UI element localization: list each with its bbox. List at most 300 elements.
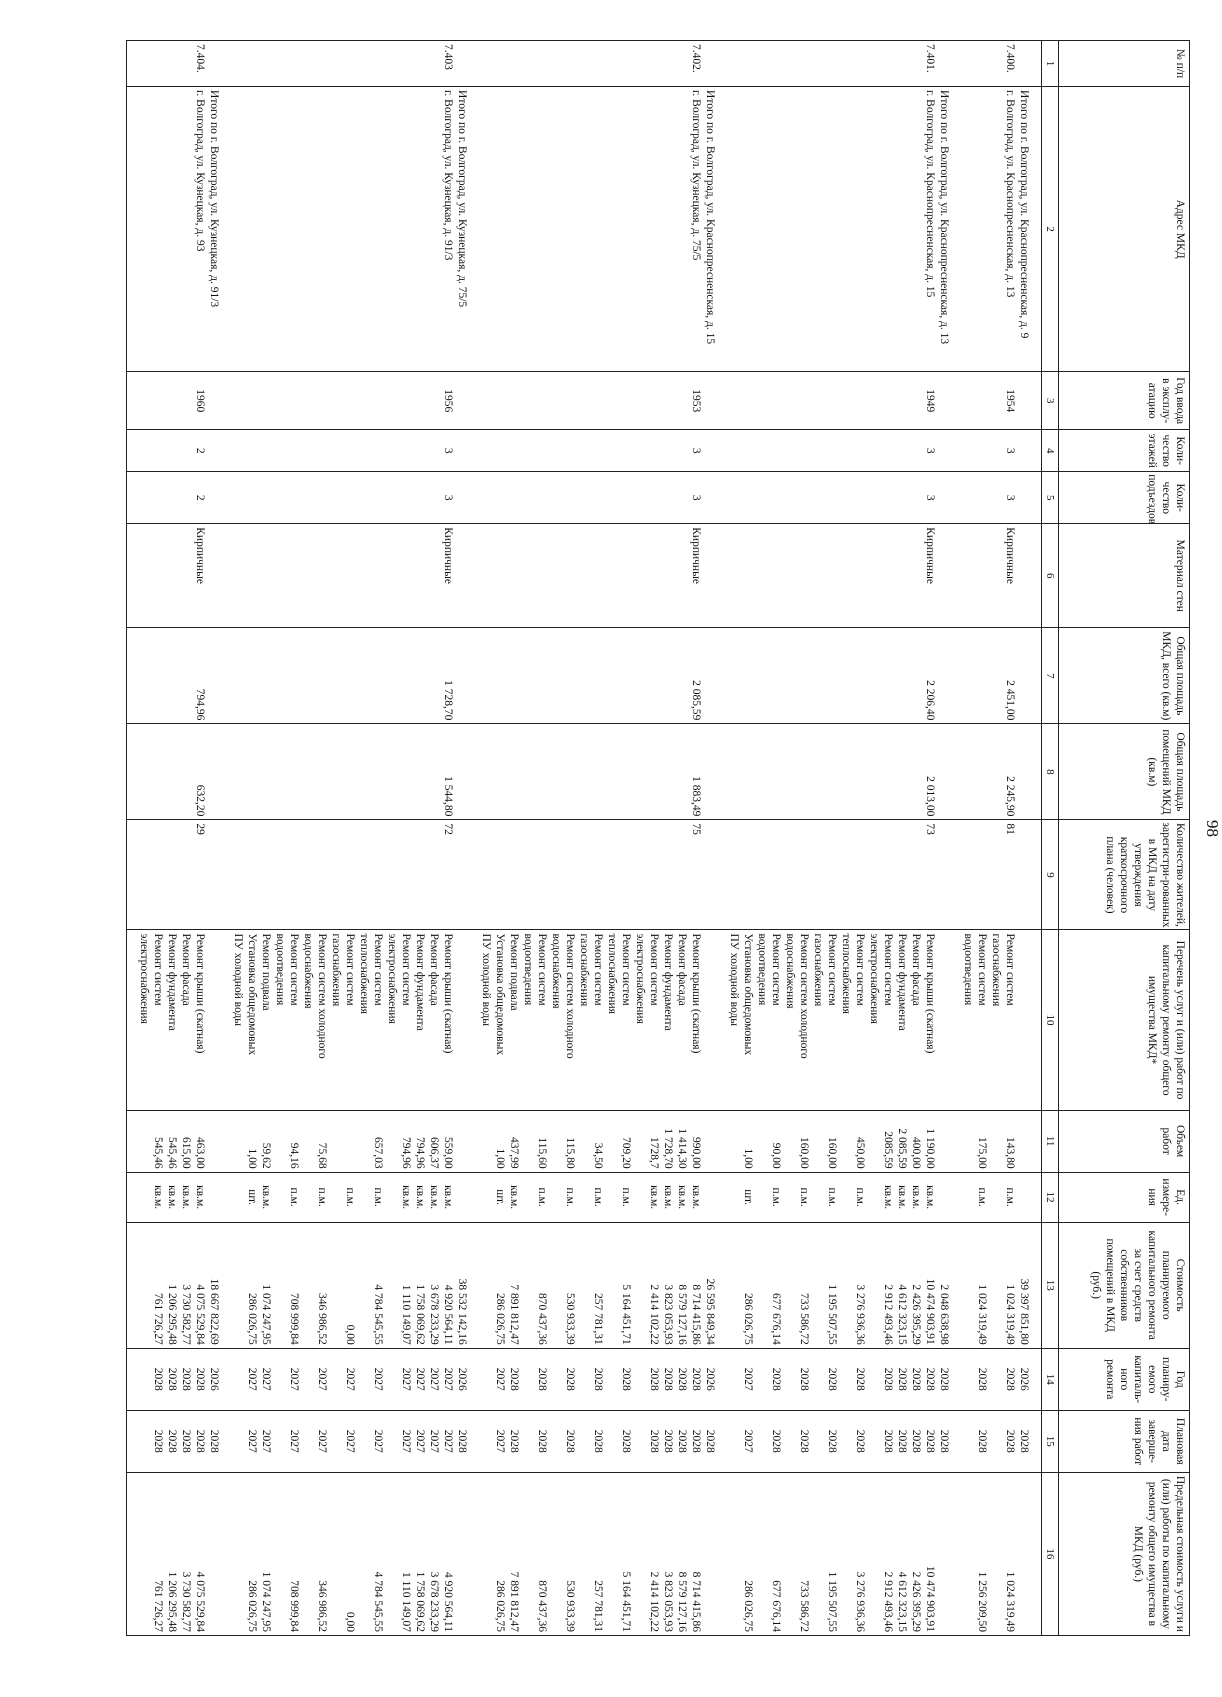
work-year: 2028 [689, 1348, 703, 1410]
work-limit: 3 823 053,93 [661, 1472, 675, 1635]
year-built: 1953 [689, 372, 703, 430]
empty-cell [221, 930, 231, 1110]
work-description [479, 930, 507, 1110]
empty-cell [961, 372, 989, 430]
empty-cell [661, 724, 675, 820]
work-description [577, 930, 605, 1110]
empty-cell [717, 524, 727, 628]
work-date: 2027 [479, 1410, 507, 1472]
empty-cell [469, 724, 479, 820]
work-date: 2027 [329, 1410, 357, 1472]
work-line: Ремонт фасада [676, 933, 688, 1006]
empty-cell [951, 1172, 961, 1222]
empty-cell [427, 472, 441, 524]
work-volume: 794,96 [413, 1110, 427, 1172]
work-year: 2027 [357, 1348, 385, 1410]
empty-cell [633, 41, 661, 87]
work-volume: 545,46 [137, 1110, 165, 1172]
empty-cell [207, 1110, 221, 1172]
empty-cell [231, 820, 259, 930]
work-unit: кв.м. [137, 1172, 165, 1222]
table-row [605, 41, 633, 1636]
empty-cell [127, 1110, 138, 1172]
work-line: Ремонт систем [400, 933, 412, 1006]
work-limit: 3 276 936,36 [839, 1472, 867, 1635]
empty-cell [951, 87, 961, 372]
empty-cell [549, 724, 577, 820]
empty-cell [577, 628, 605, 724]
work-volume: 34,50 [577, 1110, 605, 1172]
table-row [675, 41, 689, 1636]
subtotal-label: Итого по г. Волгоград, ул. Кузнецкая, д. 91/3 [207, 87, 221, 372]
empty-cell [675, 724, 689, 820]
work-line: Ремонт подвала [508, 933, 520, 1011]
empty-cell [675, 472, 689, 524]
empty-cell [469, 1110, 479, 1172]
empty-cell [717, 1348, 727, 1410]
empty-cell [909, 430, 923, 472]
work-unit: кв.м. [923, 1172, 937, 1222]
empty-cell [895, 820, 909, 930]
empty-cell [221, 1410, 231, 1472]
work-line: Ремонт подвала [260, 933, 272, 1011]
empty-cell [507, 430, 521, 472]
empty-cell [951, 1348, 961, 1410]
empty-cell [605, 472, 633, 524]
table-row [783, 41, 811, 1636]
empty-cell [937, 524, 951, 628]
spacer-row [127, 41, 138, 1636]
empty-cell [703, 1110, 717, 1172]
empty-cell [1031, 1110, 1042, 1172]
work-line: Ремонт крыши (скатная) [194, 933, 206, 1054]
empty-cell [479, 430, 507, 472]
residents: 29 [193, 820, 207, 930]
empty-cell [165, 820, 179, 930]
empty-cell [165, 524, 179, 628]
empty-cell [727, 372, 755, 430]
empty-cell [867, 41, 895, 87]
work-unit: шт. [479, 1172, 507, 1222]
work-description [783, 930, 811, 1110]
work-description [357, 930, 385, 1110]
empty-cell [221, 524, 231, 628]
work-cost: 8 714 415,86 [689, 1222, 703, 1348]
empty-cell [661, 472, 675, 524]
subtotal-cost: 18 667 822,69 [207, 1222, 221, 1348]
empty-cell [937, 41, 951, 87]
work-cost: 2 912 493,46 [867, 1222, 895, 1348]
work-limit: 1 024 319,49 [989, 1472, 1017, 1635]
empty-cell [961, 628, 989, 724]
work-line: водоотведения [756, 933, 768, 1006]
empty-cell [755, 372, 783, 430]
column-number-9: 9 [1042, 820, 1059, 930]
work-limit: 10 474 903,91 [923, 1472, 937, 1635]
subtotal-date: 2028 [937, 1410, 951, 1472]
empty-cell [909, 628, 923, 724]
empty-cell [605, 820, 633, 930]
column-number-12: 12 [1042, 1172, 1059, 1222]
residents: 72 [441, 820, 455, 930]
empty-cell [259, 472, 273, 524]
empty-cell [1017, 930, 1031, 1110]
area-rooms: 2 245,90 [989, 724, 1017, 820]
empty-cell [909, 820, 923, 930]
empty-cell [207, 41, 221, 87]
work-cost: 1 074 247,95 [259, 1222, 273, 1348]
work-line: Ремонт систем [592, 933, 604, 1006]
work-limit: 761 726,27 [137, 1472, 165, 1635]
empty-cell [385, 820, 413, 930]
work-date: 2027 [727, 1410, 755, 1472]
work-year: 2028 [989, 1348, 1017, 1410]
subtotal-date: 2028 [207, 1410, 221, 1472]
empty-cell [221, 41, 231, 87]
empty-cell [207, 1172, 221, 1222]
empty-cell [661, 430, 675, 472]
empty-cell [259, 724, 273, 820]
empty-cell [727, 724, 755, 820]
empty-cell [1031, 724, 1042, 820]
work-line: Ремонт фундамента [662, 933, 674, 1031]
column-header-2: Адрес МКД [1059, 87, 1190, 372]
work-date: 2027 [413, 1410, 427, 1472]
work-limit: 1 206 295,48 [165, 1472, 179, 1635]
area-total: 2 085,59 [689, 628, 703, 724]
work-unit: п.м. [301, 1172, 329, 1222]
column-number-3: 3 [1042, 372, 1059, 430]
empty-cell [301, 472, 329, 524]
empty-cell [675, 372, 689, 430]
empty-cell [633, 724, 661, 820]
empty-cell [455, 472, 469, 524]
work-line: Ремонт систем [648, 933, 660, 1006]
work-cost: 4 784 545,55 [357, 1222, 385, 1348]
work-line: ПУ холодной воды [232, 933, 244, 1027]
work-description [867, 930, 895, 1110]
empty-cell [703, 524, 717, 628]
work-line: водоотведения [274, 933, 286, 1006]
work-year: 2028 [661, 1348, 675, 1410]
empty-cell [231, 372, 259, 430]
work-line: Ремонт систем [288, 933, 300, 1006]
empty-cell [231, 472, 259, 524]
area-total: 1 728,70 [441, 628, 455, 724]
work-limit: 3 678 233,29 [427, 1472, 441, 1635]
work-description [909, 930, 923, 1110]
empty-cell [867, 820, 895, 930]
work-volume: 75,68 [301, 1110, 329, 1172]
row-number: 7.402. [689, 41, 703, 87]
work-volume: 709,20 [605, 1110, 633, 1172]
empty-cell [413, 820, 427, 930]
empty-cell [469, 1172, 479, 1222]
work-line: Ремонт систем [344, 933, 356, 1006]
work-volume: 1,00 [479, 1110, 507, 1172]
empty-cell [577, 41, 605, 87]
empty-cell [469, 628, 479, 724]
work-year: 2028 [675, 1348, 689, 1410]
entrances: 3 [441, 472, 455, 524]
work-limit: 286 026,75 [479, 1472, 507, 1635]
empty-cell [301, 628, 329, 724]
column-header-8: Общая площадь помещений МКД (кв.м) [1059, 724, 1190, 820]
work-line: Ремонт систем [152, 933, 164, 1006]
empty-cell [521, 430, 549, 472]
subtotal-row [207, 41, 221, 1636]
empty-cell [137, 430, 165, 472]
empty-cell [1017, 430, 1031, 472]
empty-cell [755, 430, 783, 472]
empty-cell [633, 628, 661, 724]
empty-cell [703, 724, 717, 820]
empty-cell [273, 524, 301, 628]
work-year: 2028 [549, 1348, 577, 1410]
empty-cell [479, 372, 507, 430]
work-limit: 4 612 323,15 [895, 1472, 909, 1635]
work-cost: 3 730 582,77 [179, 1222, 193, 1348]
empty-cell [633, 472, 661, 524]
work-cost: 1 206 295,48 [165, 1222, 179, 1348]
work-limit: 733 586,72 [783, 1472, 811, 1635]
empty-cell [717, 724, 727, 820]
empty-cell [165, 724, 179, 820]
empty-cell [961, 724, 989, 820]
work-description [961, 930, 989, 1110]
empty-cell [357, 628, 385, 724]
empty-cell [783, 524, 811, 628]
work-line: Ремонт фундамента [166, 933, 178, 1031]
empty-cell [127, 41, 138, 87]
table-row [329, 41, 357, 1636]
work-year: 2027 [441, 1348, 455, 1410]
empty-cell [273, 41, 301, 87]
year-built: 1954 [989, 372, 1017, 430]
empty-cell [413, 87, 427, 372]
work-volume: 794,96 [385, 1110, 413, 1172]
work-year: 2027 [301, 1348, 329, 1410]
empty-cell [479, 628, 507, 724]
work-description [521, 930, 549, 1110]
empty-cell [259, 372, 273, 430]
empty-cell [783, 41, 811, 87]
work-line: Ремонт фасада [428, 933, 440, 1006]
empty-cell [329, 87, 357, 372]
empty-cell [811, 524, 839, 628]
table-row [357, 41, 385, 1636]
empty-cell [273, 472, 301, 524]
work-year: 2028 [811, 1348, 839, 1410]
empty-cell [329, 820, 357, 930]
empty-cell [937, 820, 951, 930]
empty-cell [755, 820, 783, 930]
empty-cell [867, 87, 895, 372]
subtotal-year: 2028 [937, 1348, 951, 1410]
empty-cell [1031, 628, 1042, 724]
empty-cell [455, 372, 469, 430]
empty-cell [259, 41, 273, 87]
empty-cell [867, 472, 895, 524]
empty-cell [469, 930, 479, 1110]
work-description [549, 930, 577, 1110]
wall-material: Кирпичные [923, 524, 937, 628]
empty-cell [455, 724, 469, 820]
empty-cell [951, 1110, 961, 1172]
work-line: газоснабжения [330, 933, 342, 1007]
work-cost: 286 026,75 [727, 1222, 755, 1348]
empty-cell [357, 524, 385, 628]
empty-cell [1017, 820, 1031, 930]
empty-cell [165, 41, 179, 87]
work-date: 2027 [259, 1410, 273, 1472]
empty-cell [455, 1172, 469, 1222]
empty-cell [507, 372, 521, 430]
work-cost: 677 676,14 [755, 1222, 783, 1348]
empty-cell [951, 930, 961, 1110]
work-cost: 1 758 069,62 [413, 1222, 427, 1348]
empty-cell [839, 472, 867, 524]
work-description [507, 930, 521, 1110]
empty-cell [783, 430, 811, 472]
work-limit: 1 256 209,50 [961, 1472, 989, 1635]
column-header-13: Стоимость планируемого капитального ремонта за счет средств собственников помещений в МКД (руб.) [1059, 1222, 1190, 1348]
work-limit: 4 075 529,84 [193, 1472, 207, 1635]
work-limit: 257 781,31 [577, 1472, 605, 1635]
work-volume: 400,00 [909, 1110, 923, 1172]
empty-cell [839, 628, 867, 724]
empty-cell [127, 1472, 138, 1635]
work-line: Ремонт систем холодного [316, 933, 328, 1059]
work-unit: кв.м. [427, 1172, 441, 1222]
empty-cell [469, 820, 479, 930]
work-year: 2028 [867, 1348, 895, 1410]
work-cost: 761 726,27 [137, 1222, 165, 1348]
work-volume: 160,00 [783, 1110, 811, 1172]
table-row [867, 41, 895, 1636]
work-year: 2028 [633, 1348, 661, 1410]
work-description [385, 930, 413, 1110]
empty-cell [549, 87, 577, 372]
empty-cell [717, 472, 727, 524]
empty-cell [507, 724, 521, 820]
subtotal-date: 2028 [1017, 1410, 1031, 1472]
empty-cell [951, 524, 961, 628]
work-year: 2027 [273, 1348, 301, 1410]
empty-cell [413, 724, 427, 820]
subtotal-row [455, 41, 469, 1636]
empty-cell [413, 472, 427, 524]
empty-cell [661, 628, 675, 724]
empty-cell [301, 430, 329, 472]
empty-cell [937, 372, 951, 430]
empty-cell [521, 41, 549, 87]
address: г. Волгоград, ул. Краснопресненская, д. 15 [923, 87, 937, 372]
empty-cell [455, 1110, 469, 1172]
empty-cell [1017, 1172, 1031, 1222]
work-line: Ремонт крыши (скатная) [924, 933, 936, 1054]
work-date: 2028 [961, 1410, 989, 1472]
work-line: водоотведения [962, 933, 974, 1006]
work-year: 2027 [329, 1348, 357, 1410]
empty-cell [951, 372, 961, 430]
work-volume: 545,46 [165, 1110, 179, 1172]
empty-cell [577, 430, 605, 472]
work-date: 2028 [811, 1410, 839, 1472]
empty-cell [127, 1410, 138, 1472]
work-limit: 1 074 247,95 [259, 1472, 273, 1635]
empty-cell [703, 628, 717, 724]
entrances: 2 [193, 472, 207, 524]
empty-cell [605, 524, 633, 628]
work-description [273, 930, 301, 1110]
spacer-row [717, 41, 727, 1636]
empty-cell [811, 820, 839, 930]
work-year: 2028 [961, 1348, 989, 1410]
wall-material: Кирпичные [441, 524, 455, 628]
empty-cell [179, 820, 193, 930]
empty-cell [811, 87, 839, 372]
work-cost: 2 414 102,22 [633, 1222, 661, 1348]
empty-cell [717, 1110, 727, 1172]
work-limit: 870 437,36 [521, 1472, 549, 1635]
work-cost: 870 437,36 [521, 1222, 549, 1348]
empty-cell [469, 524, 479, 628]
column-header-14: Год планиру-емого капиталь-ного ремонта [1059, 1348, 1190, 1410]
empty-cell [783, 724, 811, 820]
work-year: 2028 [179, 1348, 193, 1410]
empty-cell [1031, 41, 1042, 87]
column-number-7: 7 [1042, 628, 1059, 724]
work-volume: 175,00 [961, 1110, 989, 1172]
work-date: 2028 [507, 1410, 521, 1472]
empty-cell [427, 724, 441, 820]
empty-cell [961, 87, 989, 372]
subtotal-year: 2026 [207, 1348, 221, 1410]
empty-cell [839, 87, 867, 372]
work-cost: 286 026,75 [231, 1222, 259, 1348]
work-description [633, 930, 661, 1110]
table-row [961, 41, 989, 1636]
empty-cell [717, 1172, 727, 1222]
column-number-5: 5 [1042, 472, 1059, 524]
address: г. Волгоград, ул. Кузнецкая, д. 91/3 [441, 87, 455, 372]
empty-cell [231, 87, 259, 372]
empty-cell [839, 41, 867, 87]
work-volume: 990,00 [689, 1110, 703, 1172]
empty-cell [221, 724, 231, 820]
empty-cell [867, 430, 895, 472]
floors: 3 [689, 430, 703, 472]
empty-cell [895, 524, 909, 628]
empty-cell [755, 524, 783, 628]
empty-cell [961, 820, 989, 930]
table-row [165, 41, 179, 1636]
empty-cell [301, 41, 329, 87]
work-unit: п.м. [961, 1172, 989, 1222]
work-unit: п.м. [577, 1172, 605, 1222]
work-line: Ремонт систем [976, 933, 988, 1006]
empty-cell [301, 372, 329, 430]
work-volume: 450,00 [839, 1110, 867, 1172]
work-unit: кв.м. [193, 1172, 207, 1222]
work-date: 2028 [755, 1410, 783, 1472]
work-line: газоснабжения [578, 933, 590, 1007]
table-row [923, 41, 937, 1636]
empty-cell [137, 524, 165, 628]
work-line: водоотведения [522, 933, 534, 1006]
empty-cell [385, 41, 413, 87]
